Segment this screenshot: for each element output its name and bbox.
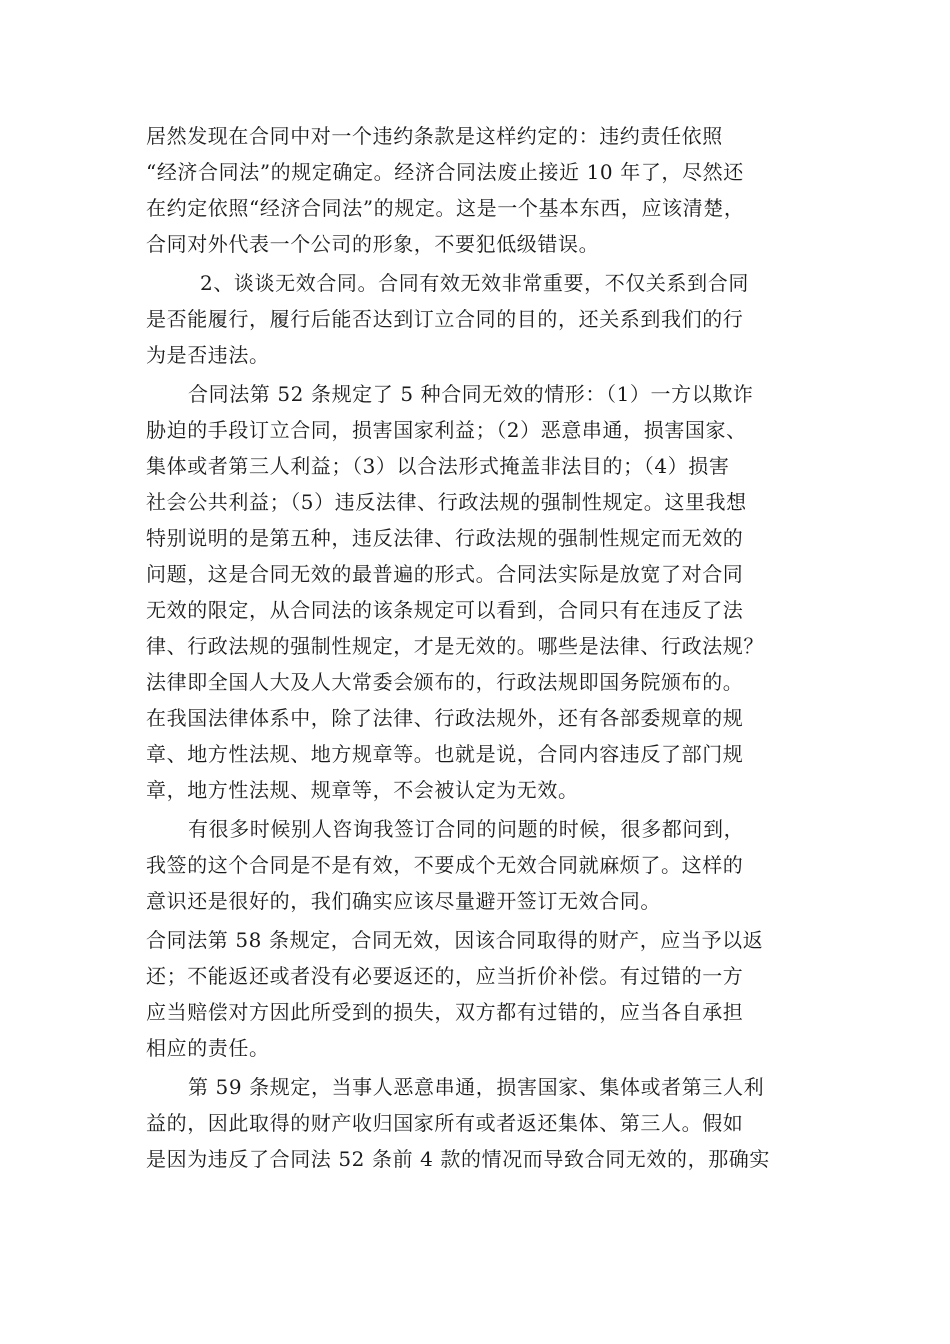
text-line: 在约定依照“经济合同法”的规定。这是一个基本东西，应该清楚， [146,196,745,220]
text-line: 无效的限定，从合同法的该条规定可以看到，合同只有在违反了法 [146,598,744,622]
text-line: 合同法第 52 条规定了 5 种合同无效的情形：（1）一方以欺诈 [188,382,754,406]
text-line: 合同对外代表一个公司的形象，不要犯低级错误。 [146,232,600,256]
text-line: 法律即全国人大及人大常委会颁布的，行政法规即国务院颁布的。 [146,670,744,694]
text-line: 为是否违法。 [146,343,270,367]
text-line: 我签的这个合同是不是有效，不要成个无效合同就麻烦了。这样的 [146,853,744,877]
paragraph [146,1069,806,1177]
text-line: 相应的责任。 [146,1036,270,1060]
paragraph [146,811,806,919]
text-line: 2、谈谈无效合同。合同有效无效非常重要，不仅关系到合同 [200,271,749,295]
text-line: 集体或者第三人利益；（3）以合法形式掩盖非法目的；（4）损害 [146,454,730,478]
text-line: 居然发现在合同中对一个违约条款是这样约定的：违约责任依照 [146,124,723,148]
text-line: 问题，这是合同无效的最普遍的形式。合同法实际是放宽了对合同 [146,562,744,586]
text-line: 益的，因此取得的财产收归国家所有或者返还集体、第三人。假如 [146,1111,744,1135]
text-line: 意识还是很好的，我们确实应该尽量避开签订无效合同。 [146,889,661,913]
document-body [146,118,806,1177]
text-line: 胁迫的手段订立合同，损害国家利益；（2）恶意串通，损害国家、 [146,418,747,442]
text-line: 是否能履行，履行后能否达到订立合同的目的，还关系到我们的行 [146,307,744,331]
text-line: 特别说明的是第五种，违反法律、行政法规的强制性规定而无效的 [146,526,744,550]
text-line: 合同法第 58 条规定，合同无效，因该合同取得的财产，应当予以返 [146,928,764,952]
text-line: 律、行政法规的强制性规定，才是无效的。哪些是法律、行政法规？ [146,634,764,658]
text-line: 社会公共利益；（5）违反法律、行政法规的强制性规定。这里我想 [146,490,747,514]
paragraph [146,118,806,262]
text-line: “经济合同法”的规定确定。经济合同法废止接近 10 年了，尽然还 [146,160,744,184]
text-line: 有很多时候别人咨询我签订合同的问题的时候，很多都问到， [188,817,745,841]
paragraph [146,376,806,808]
paragraph [146,265,806,373]
text-line: 在我国法律体系中，除了法律、行政法规外，还有各部委规章的规 [146,706,744,730]
text-line: 章、地方性法规、地方规章等。也就是说，合同内容违反了部门规 [146,742,744,766]
text-line: 章，地方性法规、规章等，不会被认定为无效。 [146,778,579,802]
text-line: 第 59 条规定，当事人恶意串通，损害国家、集体或者第三人利 [188,1075,765,1099]
text-line: 是因为违反了合同法 52 条前 4 款的情况而导致合同无效的，那确实 [146,1147,771,1171]
paragraph [146,922,806,1066]
text-line: 还；不能返还或者没有必要返还的，应当折价补偿。有过错的一方 [146,964,744,988]
text-line: 应当赔偿对方因此所受到的损失，双方都有过错的，应当各自承担 [146,1000,744,1024]
